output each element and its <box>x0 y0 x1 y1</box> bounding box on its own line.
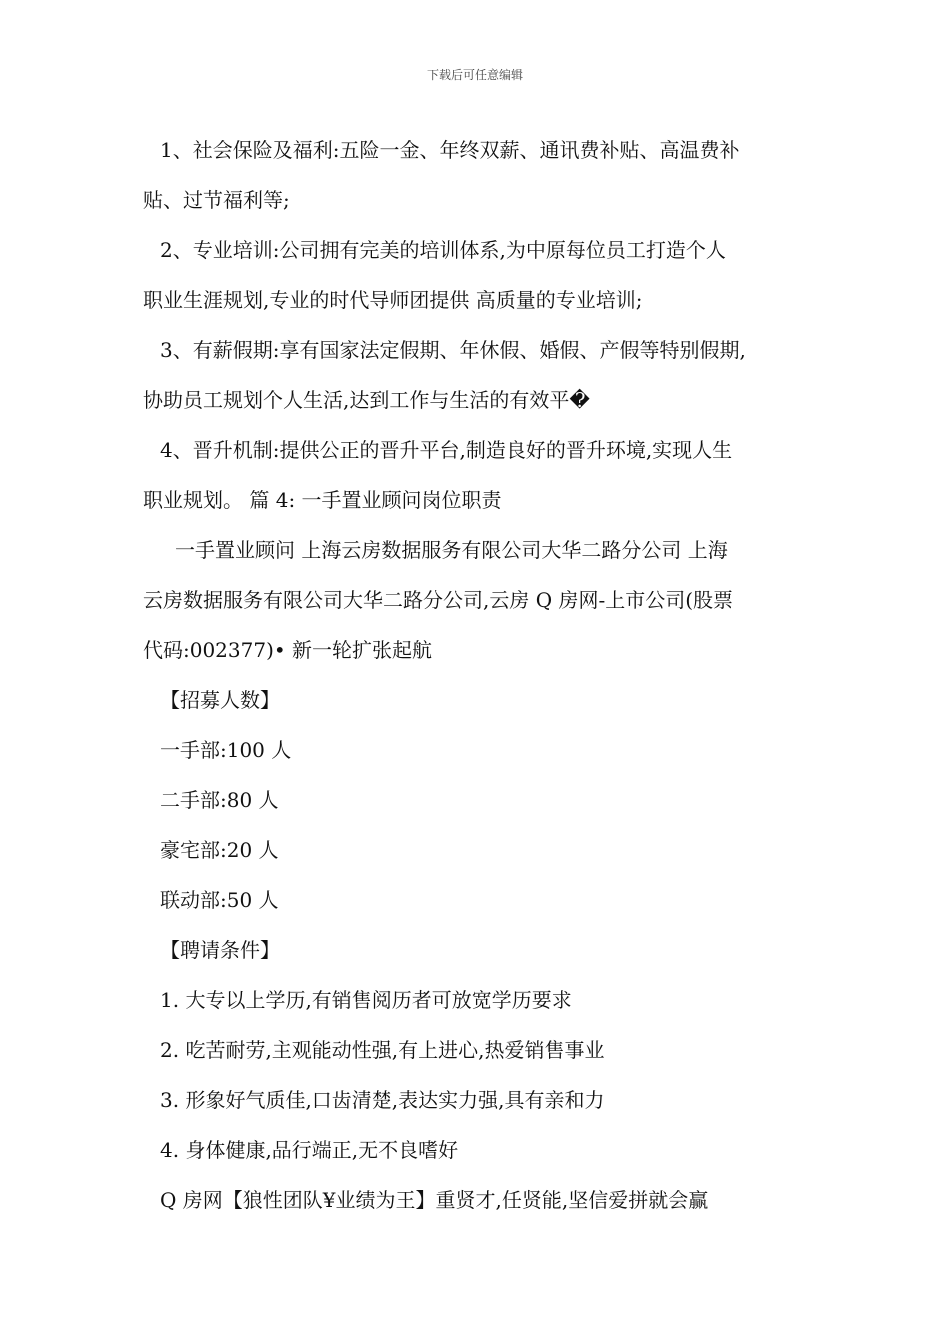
text-line: 1. 大专以上学历,有销售阅历者可放宽学历要求 <box>160 988 572 1012</box>
text-line: 代码:002377)• 新一轮扩张起航 <box>143 638 433 662</box>
text-line: 职业生涯规划,专业的时代导师团提供 高质量的专业培训; <box>143 288 643 312</box>
text-line: 4. 身体健康,品行端正,无不良嗜好 <box>160 1138 459 1162</box>
text-line: 协助员工规划个人生活,达到工作与生活的有效平� <box>143 388 590 412</box>
text-line: 2、专业培训:公司拥有完美的培训体系,为中原每位员工打造个人 <box>160 238 726 262</box>
text-line: 贴、过节福利等; <box>143 188 290 212</box>
text-line: 一手置业顾问 上海云房数据服务有限公司大华二路分公司 上海 <box>175 538 728 562</box>
text-line: 一手部:100 人 <box>160 738 292 762</box>
text-line: 3. 形象好气质佳,口齿清楚,表达实力强,具有亲和力 <box>160 1088 605 1112</box>
text-line: 豪宅部:20 人 <box>160 838 279 862</box>
text-line: 2. 吃苦耐劳,主观能动性强,有上进心,热爱销售事业 <box>160 1038 605 1062</box>
text-line: Q 房网【狼性团队¥业绩为王】重贤才,任贤能,坚信爱拼就会赢 <box>160 1188 709 1212</box>
section-heading: 【招募人数】 <box>160 688 280 712</box>
text-line: 4、晋升机制:提供公正的晋升平台,制造良好的晋升环境,实现人生 <box>160 438 733 462</box>
text-line: 联动部:50 人 <box>160 888 279 912</box>
text-line: 3、有薪假期:享有国家法定假期、年休假、婚假、产假等特别假期, <box>160 338 746 362</box>
text-line: 二手部:80 人 <box>160 788 279 812</box>
section-heading: 【聘请条件】 <box>160 938 280 962</box>
text-line: 职业规划。 篇 4: 一手置业顾问岗位职责 <box>143 488 502 512</box>
text-line: 云房数据服务有限公司大华二路分公司,云房 Q 房网-上市公司(股票 <box>143 588 734 612</box>
text-line: 1、社会保险及福利:五险一金、年终双薪、通讯费补贴、高温费补 <box>160 138 740 162</box>
page-header: 下载后可任意编辑 <box>426 68 523 82</box>
